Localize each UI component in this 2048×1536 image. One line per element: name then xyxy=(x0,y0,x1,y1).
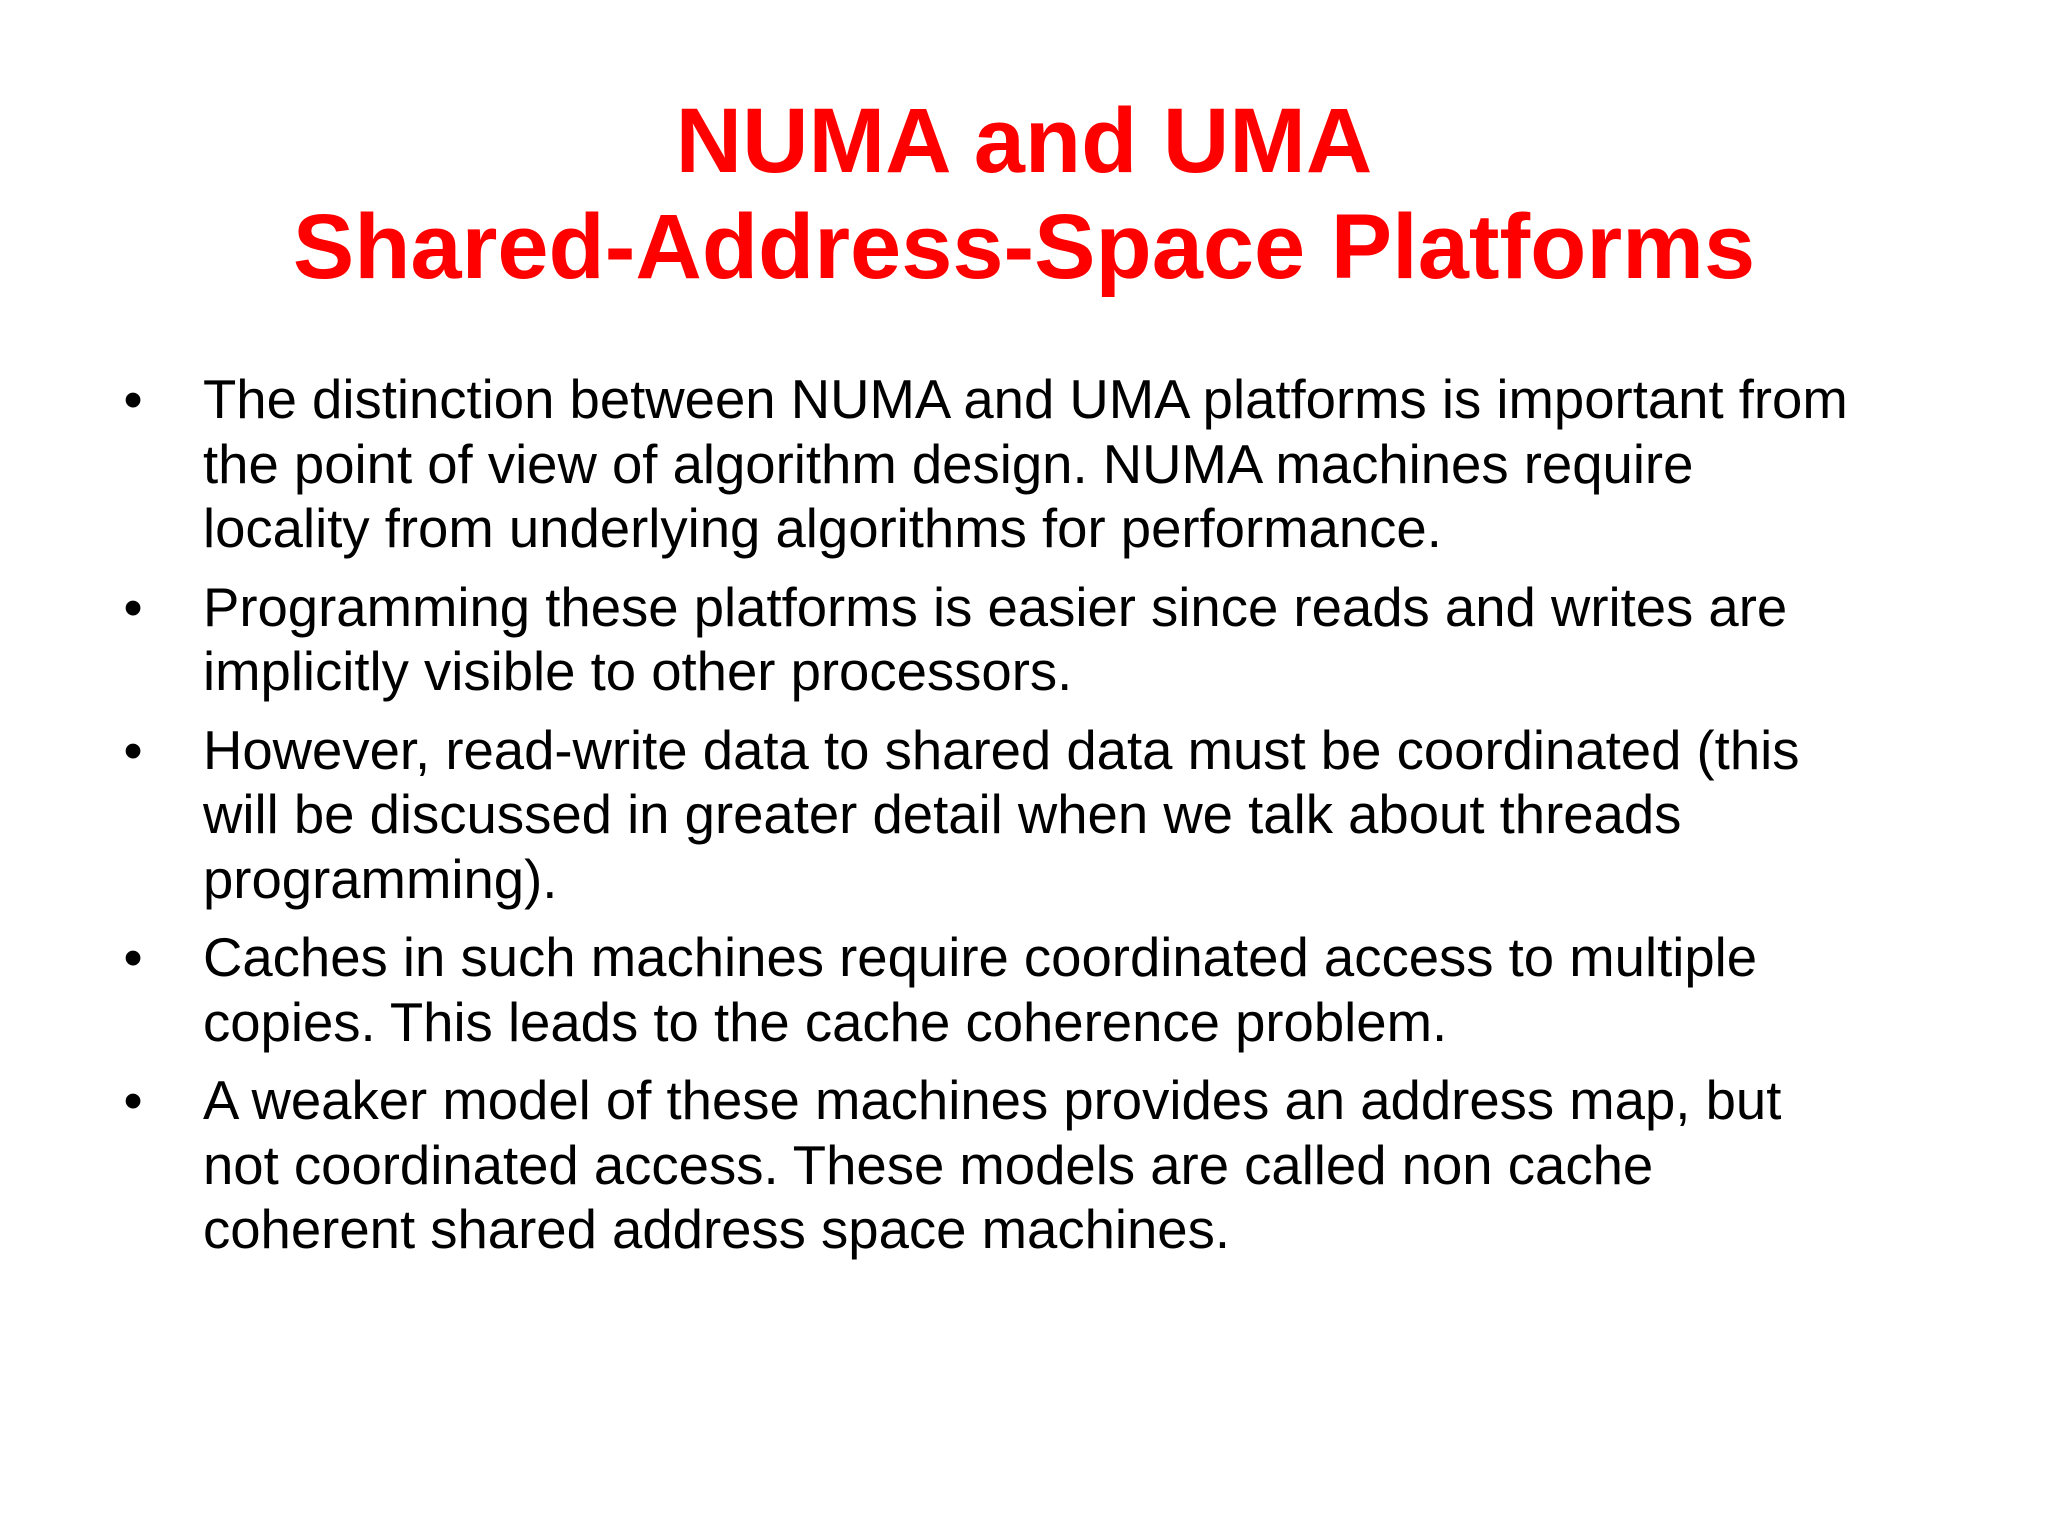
bullet-item-weaker-model xyxy=(118,1069,1978,1263)
bullet-item-read-write-coordination xyxy=(118,719,1978,913)
bullet-line: the point of view of algorithm design. NUMA machines require xyxy=(203,433,1694,495)
bullet-icon: • xyxy=(123,927,143,988)
bullet-line: Caches in such machines require coordinated access to multiple xyxy=(203,927,1758,988)
bullet-line: The distinction between NUMA and UMA platforms is important from xyxy=(203,369,1848,430)
bullet-line: coherent shared address space machines. xyxy=(203,1199,1231,1260)
slide-title xyxy=(0,88,2048,300)
bullet-line: locality from underlying algorithms for performance. xyxy=(203,498,1442,559)
bullet-icon: • xyxy=(123,1070,143,1131)
bullet-item-programming-easier xyxy=(118,576,1978,705)
bullet-icon: • xyxy=(123,719,143,781)
title-line-2: Shared-Address-Space Platforms xyxy=(292,196,1756,298)
bullet-line: Programming these platforms is easier since reads and writes are xyxy=(203,576,1788,638)
bullet-icon: • xyxy=(123,576,143,638)
bullet-line: will be discussed in greater detail when we talk about threads xyxy=(203,784,1682,845)
bullet-line: A weaker model of these machines provides an address map, but xyxy=(203,1070,1782,1131)
bullet-line: implicitly visible to other processors. xyxy=(203,641,1073,702)
bullet-line: copies. This leads to the cache coherence problem. xyxy=(203,991,1448,1053)
bullet-line: programming). xyxy=(203,848,558,910)
title-line-1: NUMA and UMA xyxy=(675,90,1373,192)
bullet-icon: • xyxy=(123,369,143,430)
bullet-line: not coordinated access. These models are called non cache xyxy=(203,1134,1654,1196)
bullet-list xyxy=(118,368,1978,1277)
bullet-item-numa-uma-distinction xyxy=(118,368,1978,562)
bullet-item-cache-coherence xyxy=(118,926,1978,1055)
bullet-line: However, read-write data to shared data must be coordinated (this xyxy=(203,719,1800,781)
